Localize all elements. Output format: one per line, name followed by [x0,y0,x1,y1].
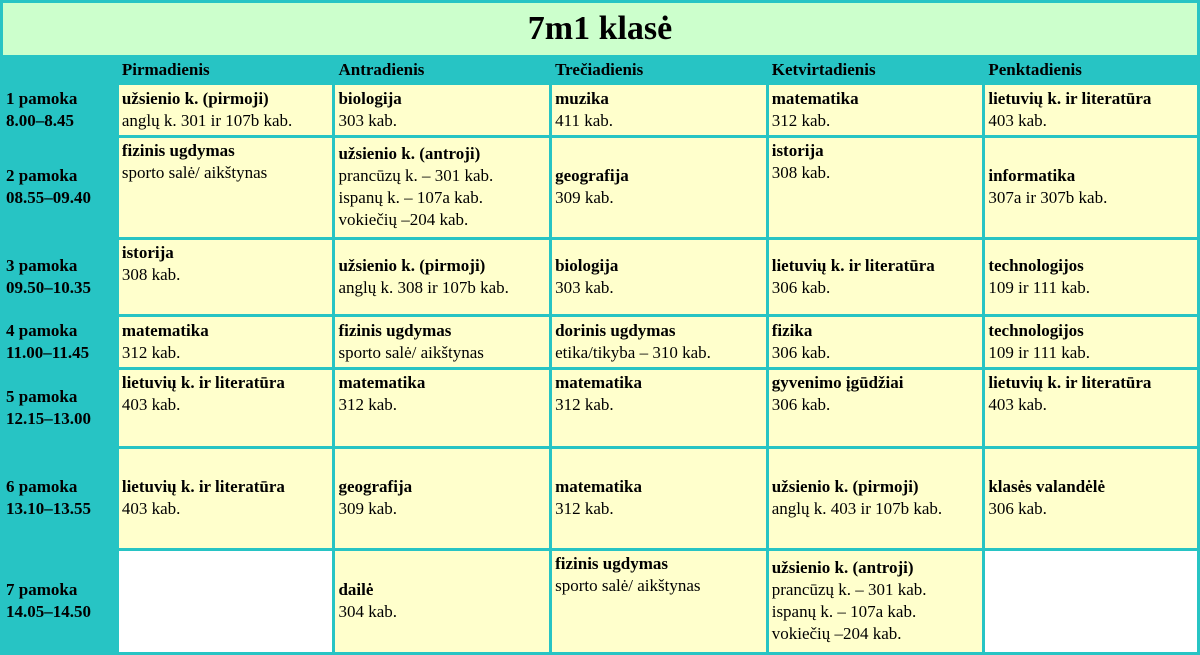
page-title: 7m1 klasė [3,3,1197,55]
lesson-cell [552,370,766,446]
subject-name: matematika [338,372,426,392]
lesson-number: 7 pamoka [6,580,78,600]
subject-name: matematika [771,89,859,109]
room-info: ispanų k. – 107a kab. [338,188,483,208]
room-info: 309 kab. [555,188,614,208]
lesson-time-cell [3,240,116,314]
room-info: 304 kab. [338,602,398,622]
day-header: Trečiadienis [552,58,766,83]
subject-name: lietuvių k. ir literatūra [121,372,285,392]
lesson-cell [769,449,983,548]
lesson-time-cell [3,85,116,135]
empty-cell [119,551,333,652]
subject-name: geografija [555,166,629,186]
lesson-cell [119,317,333,367]
room-info: 312 kab. [338,394,398,414]
subject-name: užsienio k. (pirmoji) [121,89,269,109]
day-header: Pirmadienis [119,58,333,83]
room-info: 303 kab. [555,277,614,297]
lesson-number: 5 pamoka [6,386,78,406]
subject-name: lietuvių k. ir literatūra [988,89,1152,109]
lesson-time-cell [3,370,116,446]
room-info: 403 kab. [121,499,181,519]
lesson-time: 8.00–8.45 [6,111,74,131]
lesson-cell [552,85,766,135]
subject-name: užsienio k. (pirmoji) [338,255,486,275]
room-info: 109 ir 111 kab. [988,277,1091,297]
lesson-time: 11.00–11.45 [6,342,90,362]
subject-name: istorija [121,242,174,262]
lesson-cell [769,370,983,446]
room-info: prancūzų k. – 301 kab. [771,580,927,600]
room-info: 306 kab. [771,342,831,362]
room-info: 306 kab. [771,277,831,297]
room-info: 403 kab. [121,394,181,414]
lesson-number: 2 pamoka [6,166,78,186]
room-info: ispanų k. – 107a kab. [771,602,917,622]
lesson-row [3,240,1197,314]
lesson-cell [335,317,549,367]
subject-name: fizinis ugdymas [555,553,668,573]
lesson-time: 08.55–09.40 [6,188,91,208]
room-info: 312 kab. [771,111,831,131]
day-header: Ketvirtadienis [769,58,983,83]
lesson-time: 13.10–13.55 [6,499,91,519]
room-info: 308 kab. [121,264,181,284]
lesson-cell [769,551,983,652]
lesson-cell [552,138,766,237]
subject-name: biologija [555,255,619,275]
subject-name: geografija [338,477,413,497]
lesson-cell [769,85,983,135]
subject-name: biologija [338,89,402,109]
room-info: anglų k. 301 ir 107b kab. [121,111,293,131]
lesson-time-cell [3,449,116,548]
room-info: 312 kab. [121,342,181,362]
lesson-cell [985,317,1197,367]
lesson-row [3,85,1197,135]
lesson-number: 4 pamoka [6,320,78,340]
day-header: Penktadienis [985,58,1197,83]
room-info: 312 kab. [555,499,614,519]
lesson-time: 14.05–14.50 [6,602,91,622]
room-info: 303 kab. [338,111,398,131]
room-info: sporto salė/ aikštynas [338,342,484,362]
room-info: 307a ir 307b kab. [988,188,1108,208]
subject-name: matematika [121,320,209,340]
lesson-cell [119,240,333,314]
room-info: prancūzų k. – 301 kab. [338,166,494,186]
subject-name: užsienio k. (pirmoji) [771,477,919,497]
room-info: vokiečių –204 kab. [338,210,469,230]
lesson-cell [552,240,766,314]
room-info: sporto salė/ aikštynas [121,162,268,182]
lesson-cell [552,449,766,548]
lesson-time: 12.15–13.00 [6,408,91,428]
room-info: etika/tikyba – 310 kab. [555,342,711,362]
subject-name: istorija [771,140,824,160]
lesson-row [3,370,1197,446]
lesson-cell [335,240,549,314]
lesson-time-cell [3,138,116,237]
subject-name: technologijos [988,320,1084,340]
lesson-row [3,138,1197,237]
lesson-number: 6 pamoka [6,477,78,497]
lesson-cell [985,449,1197,548]
room-info: 306 kab. [988,499,1047,519]
subject-name: užsienio k. (antroji) [771,558,914,578]
lesson-cell [335,370,549,446]
lesson-cell [985,370,1197,446]
room-info: 312 kab. [555,394,614,414]
lesson-cell [119,85,333,135]
lesson-cell [119,370,333,446]
lesson-cell [119,449,333,548]
lesson-cell [985,138,1197,237]
subject-name: klasės valandėlė [988,477,1105,497]
subject-name: gyvenimo įgūdžiai [771,372,904,392]
subject-name: dailė [338,580,374,600]
lesson-cell [769,138,983,237]
room-info: 308 kab. [771,162,831,182]
lesson-cell [985,85,1197,135]
lesson-cell [335,85,549,135]
subject-name: fizinis ugdymas [338,320,452,340]
subject-name: matematika [555,477,642,497]
subject-name: technologijos [988,255,1084,275]
lesson-cell [769,240,983,314]
room-info: anglų k. 403 ir 107b kab. [771,499,943,519]
room-info: 309 kab. [338,499,398,519]
lesson-number: 1 pamoka [6,89,78,109]
day-header: Antradienis [335,58,549,83]
room-info: vokiečių –204 kab. [771,624,902,644]
subject-name: lietuvių k. ir literatūra [988,372,1152,392]
room-info: 306 kab. [771,394,831,414]
lesson-cell [335,138,549,237]
room-info: 109 ir 111 kab. [988,342,1091,362]
corner-cell [3,58,116,83]
lesson-time-cell [3,317,116,367]
room-info: sporto salė/ aikštynas [555,575,701,595]
subject-name: informatika [988,166,1076,186]
lesson-cell [552,317,766,367]
subject-name: užsienio k. (antroji) [338,144,481,164]
room-info: 403 kab. [988,111,1047,131]
lesson-cell [335,551,549,652]
subject-name: lietuvių k. ir literatūra [771,255,935,275]
subject-name: fizika [771,320,813,340]
room-info: 403 kab. [988,394,1047,414]
subject-name: muzika [555,89,609,109]
subject-name: fizinis ugdymas [121,140,235,160]
lesson-cell [335,449,549,548]
subject-name: dorinis ugdymas [555,320,676,340]
lesson-cell [985,240,1197,314]
lesson-cell [119,138,333,237]
lesson-time-cell [3,551,116,652]
lesson-time: 09.50–10.35 [6,277,91,297]
lesson-cell [769,317,983,367]
lesson-row [3,317,1197,367]
room-info: 411 kab. [555,111,614,131]
lesson-row [3,449,1197,548]
lesson-cell [552,551,766,652]
day-header-row [3,58,1197,83]
empty-cell [985,551,1197,652]
subject-name: lietuvių k. ir literatūra [121,477,285,497]
lesson-number: 3 pamoka [6,255,78,275]
subject-name: matematika [555,372,642,392]
lesson-row [3,551,1197,652]
room-info: anglų k. 308 ir 107b kab. [338,277,509,297]
